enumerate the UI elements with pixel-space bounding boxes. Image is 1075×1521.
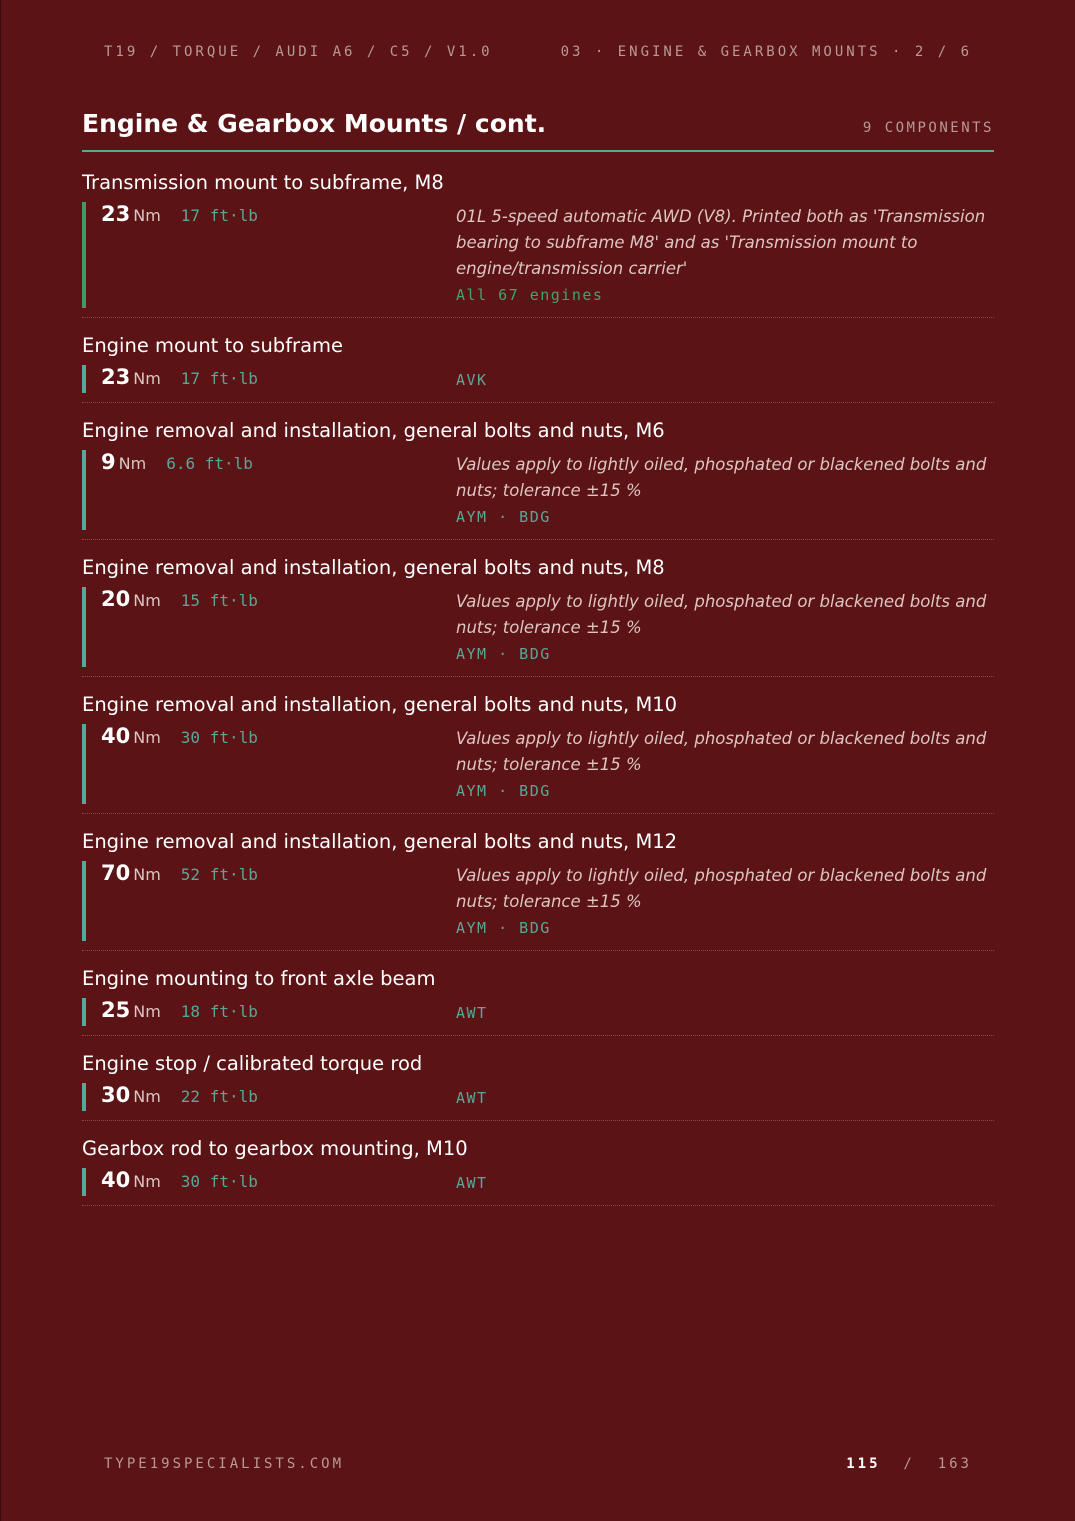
torque-ftlb-value: 52 ft·lb (180, 865, 258, 884)
component-name: Engine removal and installation, general bolts and nuts, M12 (82, 830, 678, 853)
component-name: Engine removal and installation, general bolts and nuts, M8 (82, 556, 665, 579)
torque-nm-unit: Nm (133, 206, 161, 225)
component-name: Gearbox rod to gearbox mounting, M10 (82, 1137, 468, 1160)
torque-entry (82, 1134, 994, 1206)
torque-entry (82, 1049, 994, 1121)
torque-ftlb-value: 17 ft·lb (180, 369, 258, 388)
component-name: Transmission mount to subframe, M8 (82, 171, 444, 194)
torque-nm-unit: Nm (133, 1002, 161, 1021)
torque-spec (82, 365, 994, 393)
torque-info (456, 724, 994, 804)
component-count: 9 COMPONENTS (862, 120, 994, 136)
page-title: Engine & Gearbox Mounts / cont. (82, 109, 547, 138)
torque-nm-unit: Nm (118, 454, 147, 473)
component-name: Engine removal and installation, general bolts and nuts, M6 (82, 419, 665, 442)
page-separator: / (903, 1456, 915, 1472)
engine-codes: AYM · BDG (456, 645, 551, 663)
torque-values (101, 998, 456, 1022)
torque-info (456, 1083, 994, 1111)
torque-info (456, 861, 994, 941)
torque-nm-value: 70 (101, 861, 131, 885)
torque-spec (82, 202, 994, 308)
torque-spec (82, 1083, 994, 1111)
torque-entry (82, 553, 994, 677)
section-title-row (82, 108, 994, 152)
torque-note: 01L 5-speed automatic AWD (V8). Printed both as 'Transmission bearing to subframe M8' and as 'Transmission mount to engine/transmission carrier' (456, 207, 986, 278)
torque-spec (82, 450, 994, 530)
torque-values (101, 724, 456, 748)
engine-codes: AVK (456, 371, 488, 389)
torque-info (456, 587, 994, 667)
engine-codes: AWT (456, 1004, 488, 1022)
engine-codes: AWT (456, 1174, 488, 1192)
torque-nm-value: 30 (101, 1083, 131, 1107)
torque-entry-list (82, 168, 994, 1219)
running-header (104, 44, 972, 60)
footer-site: TYPE19SPECIALISTS.COM (104, 1456, 345, 1472)
engine-codes: AWT (456, 1089, 488, 1107)
torque-ftlb-value: 18 ft·lb (180, 1002, 258, 1021)
torque-ftlb-value: 6.6 ft·lb (166, 454, 253, 473)
torque-entry (82, 964, 994, 1036)
header-breadcrumb: T19 / TORQUE / AUDI A6 / C5 / V1.0 (104, 44, 493, 60)
torque-note: Values apply to lightly oiled, phosphated or blackened bolts and nuts; tolerance ±15 % (456, 729, 987, 774)
torque-spec (82, 724, 994, 804)
torque-spec (82, 998, 994, 1026)
page-number (846, 1456, 972, 1472)
component-name: Engine mount to subframe (82, 334, 344, 357)
torque-ftlb-value: 22 ft·lb (180, 1087, 258, 1106)
engine-codes: All 67 engines (456, 286, 604, 304)
torque-nm-value: 40 (101, 1168, 131, 1192)
torque-info (456, 365, 994, 393)
torque-values (101, 365, 456, 389)
header-section: 03 · ENGINE & GEARBOX MOUNTS · 2 / 6 (560, 44, 972, 60)
torque-values (101, 587, 456, 611)
torque-values (101, 1168, 456, 1192)
torque-nm-value: 40 (101, 724, 131, 748)
torque-info (456, 1168, 994, 1196)
torque-nm-unit: Nm (133, 728, 161, 747)
torque-values (101, 202, 456, 226)
torque-spec (82, 1168, 994, 1196)
torque-nm-unit: Nm (133, 865, 161, 884)
torque-nm-unit: Nm (133, 1172, 161, 1191)
engine-codes: AYM · BDG (456, 782, 551, 800)
torque-nm-value: 25 (101, 998, 131, 1022)
torque-info (456, 202, 994, 308)
component-name: Engine mounting to front axle beam (82, 967, 436, 990)
torque-entry (82, 690, 994, 814)
torque-entry (82, 827, 994, 951)
torque-ftlb-value: 30 ft·lb (180, 1172, 258, 1191)
torque-info (456, 450, 994, 530)
torque-nm-value: 9 (101, 450, 116, 474)
torque-note: Values apply to lightly oiled, phosphated or blackened bolts and nuts; tolerance ±15 % (456, 592, 987, 637)
page-footer (104, 1456, 972, 1472)
torque-values (101, 450, 456, 474)
torque-ftlb-value: 15 ft·lb (180, 591, 258, 610)
torque-spec (82, 861, 994, 941)
torque-values (101, 1083, 456, 1107)
torque-values (101, 861, 456, 885)
torque-nm-value: 23 (101, 202, 131, 226)
torque-note: Values apply to lightly oiled, phosphated or blackened bolts and nuts; tolerance ±15 % (456, 455, 987, 500)
torque-info (456, 998, 994, 1026)
torque-entry (82, 168, 994, 318)
torque-entry (82, 416, 994, 540)
page-current: 115 (846, 1456, 881, 1472)
torque-ftlb-value: 17 ft·lb (180, 206, 258, 225)
component-name: Engine removal and installation, general bolts and nuts, M10 (82, 693, 678, 716)
engine-codes: AYM · BDG (456, 508, 551, 526)
engine-codes: AYM · BDG (456, 919, 551, 937)
torque-ftlb-value: 30 ft·lb (180, 728, 258, 747)
torque-nm-unit: Nm (133, 1087, 161, 1106)
torque-nm-unit: Nm (133, 591, 161, 610)
torque-entry (82, 331, 994, 403)
page-total: 163 (937, 1456, 972, 1472)
torque-note: Values apply to lightly oiled, phosphated or blackened bolts and nuts; tolerance ±15 % (456, 866, 987, 911)
torque-nm-value: 23 (101, 365, 131, 389)
torque-nm-unit: Nm (133, 369, 161, 388)
torque-spec (82, 587, 994, 667)
component-name: Engine stop / calibrated torque rod (82, 1052, 423, 1075)
torque-nm-value: 20 (101, 587, 131, 611)
